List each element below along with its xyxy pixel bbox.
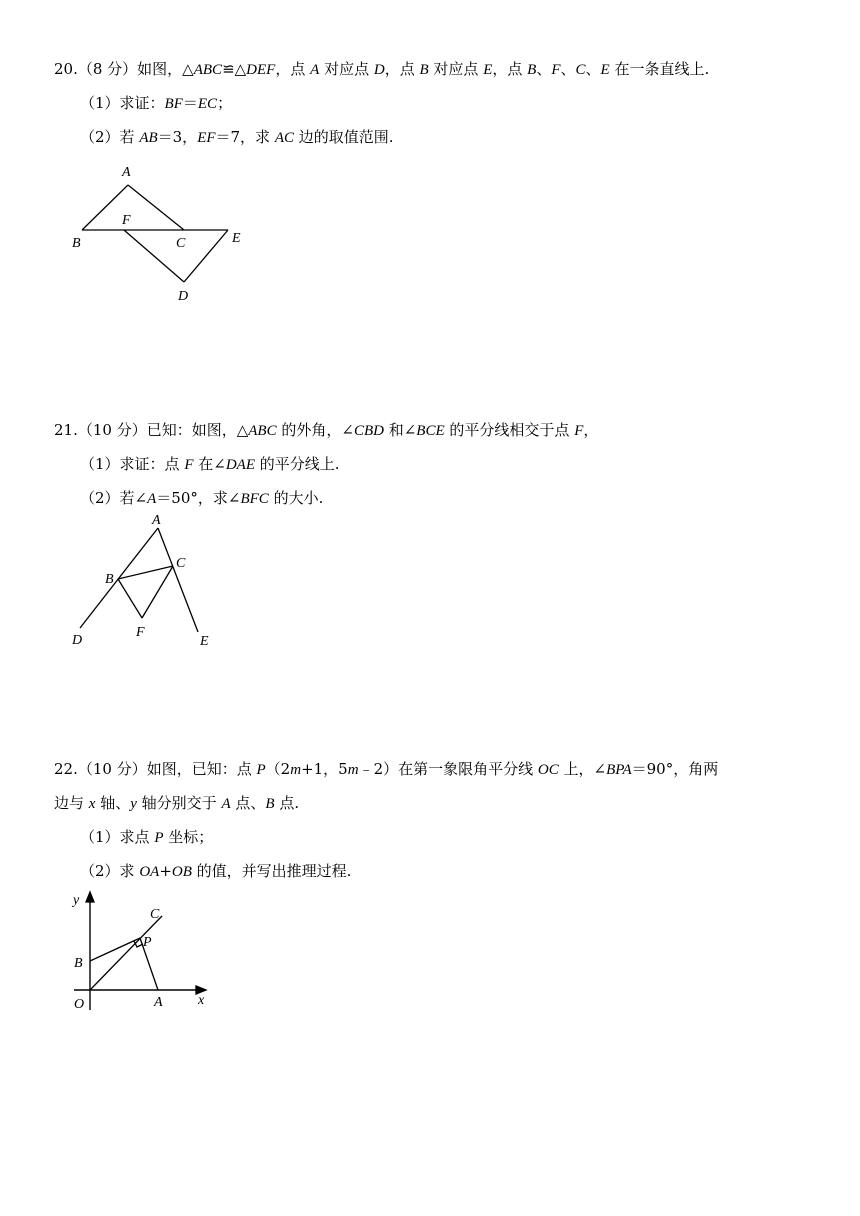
text: B [419, 62, 429, 78]
text: ，点 [275, 60, 311, 78]
text: ＝7，求 [215, 128, 275, 146]
text: （2）求 [80, 862, 140, 880]
text: m [290, 762, 302, 778]
segment-bf [118, 579, 142, 618]
text: ， [583, 421, 599, 439]
text: OB [171, 864, 192, 880]
segment-ac [128, 185, 184, 230]
segment-de [184, 230, 228, 282]
text: 如图，已知：点 [146, 760, 257, 778]
text: 对应点 [428, 60, 484, 78]
problem-22-stem [54, 758, 718, 781]
text: y [130, 796, 137, 812]
text: 点. [274, 794, 300, 812]
problem-22-part-2 [80, 860, 351, 883]
text: ﹣2）在第一象限角平分线 [358, 760, 538, 778]
text: ＝3， [157, 128, 198, 146]
text: 、 [585, 60, 601, 78]
text: F [184, 457, 194, 473]
problem-score: （10 分） [77, 760, 147, 778]
text: F [551, 62, 561, 78]
text: +1，5 [301, 760, 348, 778]
text: 的大小. [268, 489, 324, 507]
line-oc [90, 916, 162, 990]
text: 的值，并写出推理过程. [191, 862, 352, 880]
label-a: A [152, 513, 161, 528]
figure-20-triangles [60, 160, 260, 310]
text: ，点 [492, 60, 528, 78]
text: E [600, 62, 610, 78]
label-f: F [122, 213, 131, 228]
label-d: D [178, 289, 189, 304]
text: 对应点 [319, 60, 374, 78]
text: 边与 [54, 794, 89, 812]
problem-number: 20. [54, 60, 78, 78]
label-o: O [74, 997, 85, 1012]
problem-number: 22. [54, 760, 78, 778]
text: 轴、 [95, 794, 131, 812]
label-e: E [200, 634, 209, 649]
label-f: F [136, 625, 145, 640]
text: EC [197, 96, 218, 112]
label-x: x [198, 993, 205, 1008]
text: BFC [240, 491, 269, 507]
text: ABC [248, 423, 277, 439]
text: + [159, 862, 172, 880]
text: 在一条直线上. [609, 60, 710, 78]
text: D [373, 62, 385, 78]
text: （1）求证：点 [80, 455, 185, 473]
segment-fd [124, 230, 184, 282]
text: DAE [225, 457, 255, 473]
text: （2）若 [80, 128, 140, 146]
label-c: C [150, 907, 160, 922]
label-a: A [154, 995, 163, 1010]
text: BPA [606, 762, 632, 778]
label-b: B [105, 572, 114, 587]
text: 的平分线上. [255, 455, 340, 473]
figure-22-coordinate [60, 890, 220, 1020]
text: （1）求点 [80, 828, 155, 846]
problem-21-part-1 [80, 453, 340, 476]
text: 点、 [230, 794, 266, 812]
segment-bp [90, 938, 140, 961]
text: E [483, 62, 493, 78]
text: ＝50°，求∠ [156, 489, 241, 507]
problem-20-part-1 [80, 92, 232, 115]
text: EF [197, 130, 216, 146]
text: DEF [246, 62, 276, 78]
text: AB [139, 130, 158, 146]
problem-number: 21. [54, 421, 78, 439]
problem-20-part-2 [80, 126, 394, 149]
text: A [147, 491, 157, 507]
problem-22-part-1 [80, 826, 213, 849]
label-a: A [122, 165, 131, 180]
label-b: B [74, 956, 83, 971]
text: BCE [416, 423, 445, 439]
text: m [347, 762, 359, 778]
problem-21-stem [54, 419, 598, 442]
label-c: C [176, 236, 186, 251]
text: A [221, 796, 231, 812]
problem-score: （10 分） [77, 421, 147, 439]
text: OC [537, 762, 559, 778]
problem-22-stem-cont [54, 792, 299, 815]
text: 边的取值范围. [294, 128, 394, 146]
text: ＝ [182, 94, 198, 112]
label-y: y [73, 893, 80, 908]
text: CBD [353, 423, 384, 439]
problem-score: （8 分） [77, 60, 138, 78]
text: 坐标； [163, 828, 214, 846]
text: 如图，△ [137, 60, 194, 78]
line-ad [80, 528, 158, 628]
text: BF [164, 96, 183, 112]
text: ； [217, 94, 233, 112]
text: 上，∠ [558, 760, 607, 778]
label-p: P [143, 935, 152, 950]
text: B [265, 796, 275, 812]
label-c: C [176, 556, 186, 571]
problem-20-stem [54, 58, 709, 81]
problem-21-part-2 [80, 487, 323, 510]
label-e: E [232, 231, 241, 246]
text: 的平分线相交于点 [444, 421, 575, 439]
text: P [256, 762, 266, 778]
label-d: D [72, 633, 83, 648]
text: B [527, 62, 537, 78]
text: 轴分别交于 [136, 794, 222, 812]
text: （1）求证： [80, 94, 165, 112]
text: 在∠ [193, 455, 226, 473]
text: OA [139, 864, 160, 880]
text: F [574, 423, 584, 439]
text: ABC [193, 62, 223, 78]
figure-21-bisectors [60, 512, 230, 652]
text: ＝90°，角两 [631, 760, 719, 778]
text: （2 [265, 760, 291, 778]
text: 的外角，∠ [276, 421, 354, 439]
text: 已知：如图，△ [146, 421, 249, 439]
text: AC [274, 130, 294, 146]
text: x [88, 796, 96, 812]
text: （2）若∠ [80, 489, 148, 507]
segment-cf [142, 566, 173, 618]
text: ，点 [384, 60, 420, 78]
label-b: B [72, 236, 81, 251]
text: C [575, 62, 586, 78]
text: 和∠ [383, 421, 417, 439]
text: A [310, 62, 320, 78]
text: P [154, 830, 164, 846]
y-axis-arrow-icon [86, 892, 94, 902]
text: 、 [560, 60, 576, 78]
text: 、 [536, 60, 552, 78]
text: ≌△ [222, 60, 247, 78]
